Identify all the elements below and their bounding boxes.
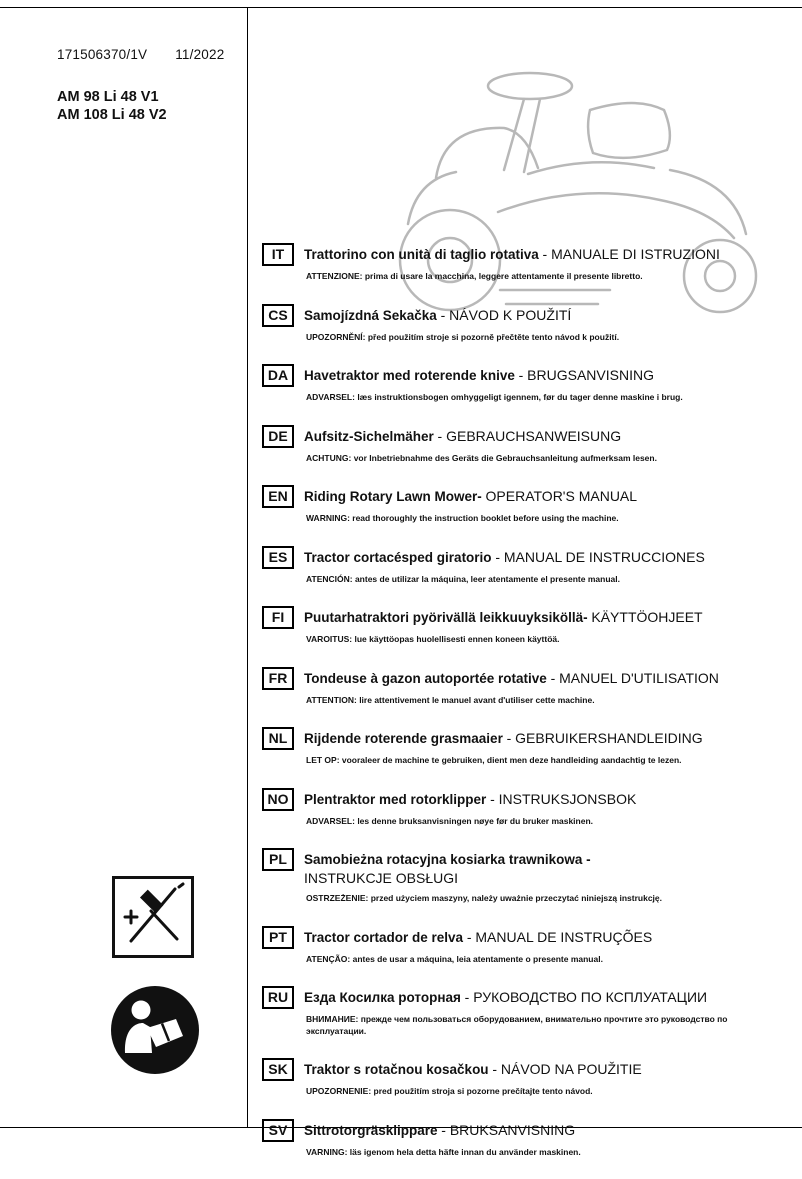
entry-title (304, 788, 636, 809)
document-number: 171506370/1V (57, 47, 148, 62)
entry-title (304, 986, 707, 1007)
read-manual-pictogram (110, 985, 200, 1075)
crossed-tools-pictogram (112, 876, 194, 958)
warning-text: OSTRZEŻENIE: przed użyciem maszyny, należy uważnie przeczytać niniejszą instrukcję. (306, 893, 663, 903)
vertical-divider-line (247, 7, 248, 1128)
language-code-badge: PT (262, 926, 294, 949)
manual-title: - MANUAL DE INSTRUÇÕES (466, 928, 653, 945)
language-entry-da (262, 364, 792, 404)
entry-title (304, 364, 654, 385)
document-date: 11/2022 (175, 47, 225, 62)
warning-text: WARNING: read thoroughly the instruction booklet before using the machine. (306, 513, 619, 523)
top-border-line (0, 7, 802, 8)
entry-title (304, 1058, 642, 1079)
manual-title: - BRUGSANVISNING (518, 367, 654, 383)
manual-title: - РУКОВОДСТВО ПО КСПЛУАТАЦИИ (464, 989, 708, 1005)
language-code-badge: PL (262, 848, 294, 871)
language-entry-sv (262, 1119, 792, 1159)
language-entry-nl (262, 727, 792, 767)
language-code-badge: ES (262, 546, 294, 569)
model-name: AM 98 Li 48 V1 (57, 89, 159, 105)
entry-title (304, 727, 703, 748)
product-name: Samojízdná Sekačka (304, 307, 437, 323)
manual-title: - MANUEL D'UTILISATION (550, 669, 719, 686)
manual-title: OPERATOR'S MANUAL (485, 488, 638, 504)
warning-text: VARNING: läs igenom hela detta häfte innan du använder maskinen. (306, 1146, 581, 1157)
product-name: Samobieżna rotacyjna kosiarka trawnikowa - (304, 852, 591, 867)
language-code-badge: CS (262, 304, 294, 327)
model-name: AM 108 Li 48 V2 (57, 107, 167, 123)
entry-title (304, 667, 719, 688)
warning-text: ATENÇÃO: antes de usar a máquina, leia atentamente o presente manual. (306, 953, 603, 964)
product-name: Sittrotorgräsklippare (304, 1122, 438, 1138)
document-meta (57, 47, 224, 62)
entry-title (304, 304, 571, 325)
warning-text: VAROITUS: lue käyttöopas huolellisesti ennen koneen käyttöä. (306, 634, 560, 644)
language-entry-sk (262, 1058, 792, 1098)
entry-title (304, 546, 705, 567)
language-entry-pl (262, 848, 792, 905)
language-code-badge: NO (262, 788, 294, 811)
manual-title: - MANUAL DE INSTRUCCIONES (495, 548, 705, 565)
language-code-badge: SK (262, 1058, 294, 1081)
entry-title (304, 1119, 575, 1140)
language-code-badge: DE (262, 425, 294, 448)
entry-title (304, 243, 720, 264)
language-code-badge: IT (262, 243, 294, 266)
product-name: Aufsitz-Sichelmäher (304, 428, 434, 444)
warning-text: ВНИМАНИЕ: прежде чем пользоваться оборудованием, внимательно прочтите это руководство по эксплуатации. (306, 1014, 728, 1036)
product-name: Tractor cortador de relva (304, 929, 464, 945)
language-code-badge: FR (262, 667, 294, 690)
product-name: Riding Rotary Lawn Mower- (304, 489, 482, 504)
manual-title: KÄYTTÖOHJEET (591, 609, 703, 625)
language-code-badge: RU (262, 986, 294, 1009)
product-name: Rijdende roterende grasmaaier (304, 731, 503, 746)
manual-title: - GEBRAUCHSANWEISUNG (437, 427, 622, 444)
language-entry-cs (262, 304, 792, 344)
person-reading-book-icon (110, 985, 200, 1075)
entry-title (304, 606, 703, 627)
manual-title: INSTRUKCJE OBSŁUGI (304, 870, 459, 886)
language-entry-en (262, 485, 792, 525)
warning-text: UPOZORNĚNÍ: před použitím stroje si pozorně přečtěte tento návod k použití. (306, 331, 620, 342)
warning-text: LET OP: vooraleer de machine te gebruiken, dient men deze handleiding aandachtig te lezen. (306, 755, 682, 765)
model-list (57, 88, 167, 124)
product-name: Plentraktor med rotorklipper (304, 791, 487, 807)
tools-icon (117, 881, 189, 953)
language-code-badge: FI (262, 606, 294, 629)
manual-title: - NÁVOD NA POUŽITIE (492, 1061, 642, 1077)
language-entry-pt (262, 926, 792, 966)
entry-title (304, 848, 591, 888)
language-code-badge: NL (262, 727, 294, 750)
language-code-badge: SV (262, 1119, 294, 1142)
warning-text: UPOZORNENIE: pred použitím stroja si pozorne prečítajte tento návod. (306, 1086, 593, 1096)
language-entry-de (262, 425, 792, 465)
entry-title (304, 485, 637, 506)
language-entry-list (262, 243, 792, 1179)
product-name: Езда Косилка роторная (304, 990, 461, 1005)
product-name: Puutarhatraktori pyörivällä leikkuuyksiköllä- (304, 610, 588, 625)
warning-text: ADVARSEL: læs instruktionsbogen omhyggeligt igennem, før du tager denne maskine i brug. (306, 392, 683, 402)
warning-text: ACHTUNG: vor Inbetriebnahme des Geräts die Gebrauchsanleitung aufmerksam lesen. (306, 452, 657, 463)
language-entry-ru (262, 986, 792, 1037)
language-code-badge: EN (262, 485, 294, 508)
language-entry-fi (262, 606, 792, 646)
warning-text: ATENCIÓN: antes de utilizar la máquina, leer atentamente el presente manual. (306, 573, 620, 584)
manual-title: - NÁVOD K POUŽITÍ (440, 306, 572, 323)
manual-title: - GEBRUIKERSHANDLEIDING (506, 730, 703, 746)
entry-title (304, 425, 621, 446)
manual-title: - MANUALE DI ISTRUZIONI (542, 246, 720, 262)
language-entry-no (262, 788, 792, 828)
product-name: Havetraktor med roterende knive (304, 368, 515, 383)
manual-title: - INSTRUKSJONSBOK (490, 790, 637, 807)
product-name: Tondeuse à gazon autoportée rotative (304, 670, 547, 686)
warning-text: ADVARSEL: les denne bruksanvisningen nøye før du bruker maskinen. (306, 815, 594, 826)
entry-title (304, 926, 652, 947)
product-name: Traktor s rotačnou kosačkou (304, 1062, 489, 1077)
language-code-badge: DA (262, 364, 294, 387)
language-entry-fr (262, 667, 792, 707)
language-entry-es (262, 546, 792, 586)
product-name: Tractor cortacésped giratorio (304, 549, 492, 565)
warning-text: ATTENZIONE: prima di usare la macchina, leggere attentamente il presente libretto. (306, 271, 643, 281)
warning-text: ATTENTION: lire attentivement le manuel avant d'utiliser cette machine. (306, 694, 595, 705)
manual-title: - BRUKSANVISNING (441, 1121, 576, 1138)
language-entry-it (262, 243, 792, 283)
product-name: Trattorino con unità di taglio rotativa (304, 247, 539, 262)
